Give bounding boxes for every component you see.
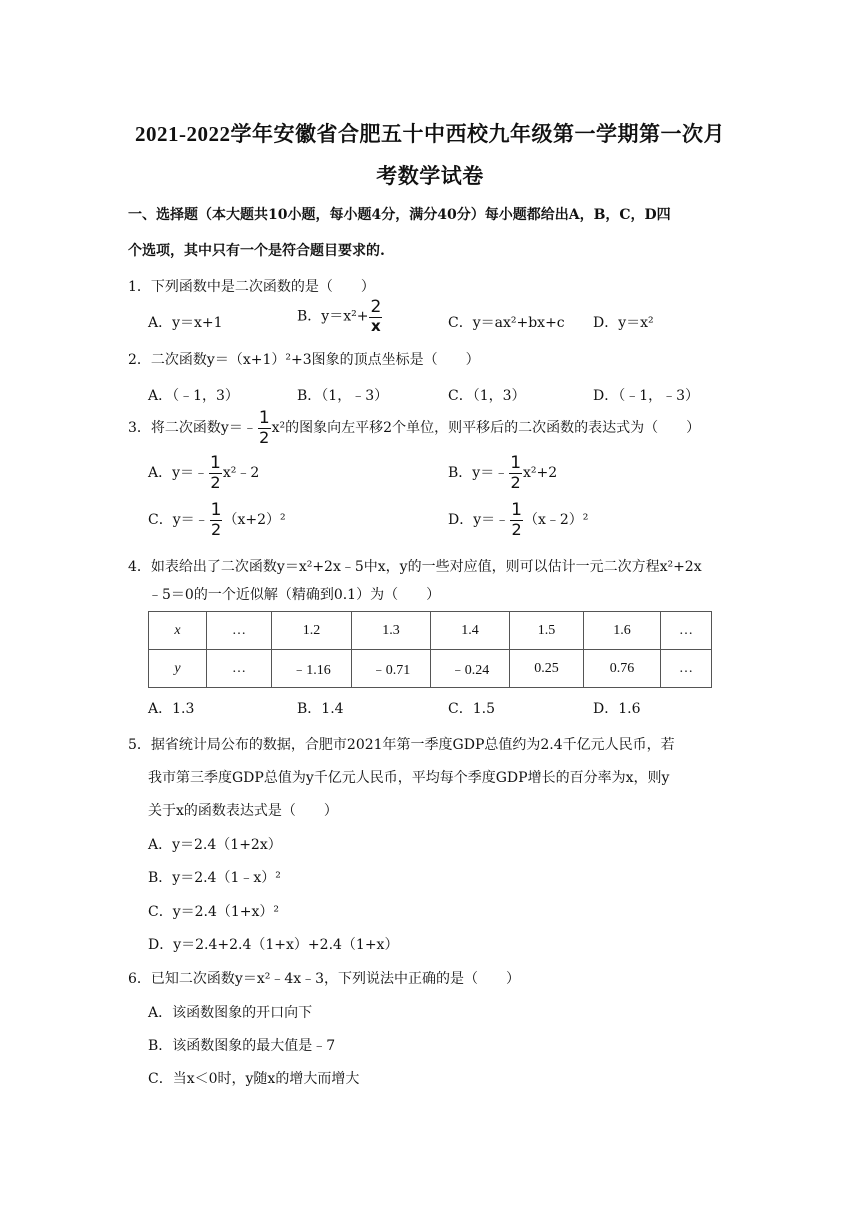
- q3-option-c: C．y＝﹣ $\frac{1}{2}$ （x+2）²: [148, 500, 286, 539]
- q6-option-b: B．该函数图象的最大值是﹣7: [148, 1038, 336, 1054]
- table-cell: 1.3: [352, 612, 431, 650]
- table-cell: ﹣1.16: [272, 650, 352, 688]
- q4-stem-line1: 4．如表给出了二次函数y＝x²+2x﹣5中x，y的一些对应值，则可以估计一元二次方程x²+2x: [128, 559, 702, 575]
- table-cell: ﹣0.71: [352, 650, 431, 688]
- q3-option-d-fraction: $\frac{1}{2}$: [511, 500, 522, 539]
- q5-stem-line1: 5．据省统计局公布的数据，合肥市2021年第一季度GDP总值约为2.4千亿元人民币，若: [128, 737, 675, 753]
- table-cell: y: [149, 650, 207, 688]
- q6-option-c: C．当x＜0时，y随x的增大而增大: [148, 1071, 360, 1087]
- q4-option-b: B．1.4: [297, 701, 344, 717]
- q4-option-d: D．1.6: [593, 701, 641, 717]
- q2-option-a: A．（﹣1，3）: [148, 388, 239, 404]
- section-heading-line2: 个选项，其中只有一个是符合题目要求的.: [128, 243, 385, 259]
- q6-option-a: A．该函数图象的开口向下: [148, 1005, 313, 1021]
- q5-option-c: C．y＝2.4（1+x）²: [148, 904, 280, 920]
- table-row-x: [149, 612, 712, 650]
- table-cell: 0.76: [584, 650, 661, 688]
- table-cell: 0.25: [510, 650, 584, 688]
- exam-title-line2: 考数学试卷: [376, 164, 484, 188]
- q1-option-a: A．y＝x+1: [148, 315, 223, 331]
- q5-option-d: D．y＝2.4+2.4（1+x）+2.4（1+x）: [148, 937, 399, 953]
- q4-option-a: A．1.3: [148, 701, 195, 717]
- q2-option-d: D．（﹣1，﹣3）: [593, 388, 700, 404]
- table-cell: 1.4: [431, 612, 510, 650]
- q5-option-b: B．y＝2.4（1﹣x）²: [148, 870, 281, 886]
- q3-option-d: D．y＝﹣ $\frac{1}{2}$ （x﹣2）²: [448, 500, 589, 539]
- table-row-y: [149, 650, 712, 688]
- q2-option-c: C．（1，3）: [448, 388, 526, 404]
- q4-option-c: C．1.5: [448, 701, 495, 717]
- q3-option-c-fraction: $\frac{1}{2}$: [210, 500, 222, 539]
- table-cell: ﹣0.24: [431, 650, 510, 688]
- q5-stem-line3: 关于x的函数表达式是（ ）: [148, 803, 338, 819]
- q3-option-a: A．y＝﹣ $\frac{1}{2}$ x²﹣2: [148, 453, 260, 492]
- q4-value-table: [148, 611, 712, 688]
- table-cell: 1.2: [272, 612, 352, 650]
- q1-option-b-fraction: $\frac{2}{x}$: [370, 297, 382, 335]
- q1-option-d: D．y＝x²: [593, 315, 654, 331]
- section-heading-line1: 一、选择题（本大题共10小题，每小题4分，满分40分）每小题都给出A，B，C，D四: [128, 207, 671, 223]
- table-cell: …: [661, 612, 712, 650]
- table-cell: x: [149, 612, 207, 650]
- q5-option-a: A．y＝2.4（1+2x）: [148, 837, 282, 853]
- q1-option-b: B．y＝x²+ $\frac{2}{x}$: [297, 297, 382, 335]
- exam-title-line1: 2021-2022学年安徽省合肥五十中西校九年级第一学期第一次月: [135, 122, 725, 146]
- q3-option-a-fraction: $\frac{1}{2}$: [210, 453, 221, 492]
- q1-stem: 1．下列函数中是二次函数的是（ ）: [128, 279, 375, 295]
- table-cell: 1.5: [510, 612, 584, 650]
- q2-option-b: B．（1，﹣3）: [297, 388, 389, 404]
- table-cell: …: [207, 612, 272, 650]
- q1-option-c: C．y＝ax²+bx+c: [448, 315, 565, 331]
- q3-stem: 3．将二次函数y＝﹣ $\frac{1}{2}$ x²的图象向左平移2个单位，则平移后的二次函数的表达式为（ ）: [128, 408, 701, 447]
- q3-option-b: B．y＝﹣ $\frac{1}{2}$ x²+2: [448, 453, 558, 492]
- q3-option-b-fraction: $\frac{1}{2}$: [510, 453, 522, 492]
- q2-stem: 2．二次函数y＝（x+1）²+3图象的顶点坐标是（ ）: [128, 352, 480, 368]
- table-cell: 1.6: [584, 612, 661, 650]
- table-cell: …: [207, 650, 272, 688]
- q5-stem-line2: 我市第三季度GDP总值为y千亿元人民币，平均每个季度GDP增长的百分率为x，则y: [148, 770, 670, 786]
- q3-stem-fraction: $\frac{1}{2}$: [258, 408, 270, 447]
- q6-stem: 6．已知二次函数y＝x²﹣4x﹣3，下列说法中正确的是（ ）: [128, 971, 521, 987]
- table-cell: …: [661, 650, 712, 688]
- q4-stem-line2: ﹣5＝0的一个近似解（精确到0.1）为（ ）: [148, 587, 441, 603]
